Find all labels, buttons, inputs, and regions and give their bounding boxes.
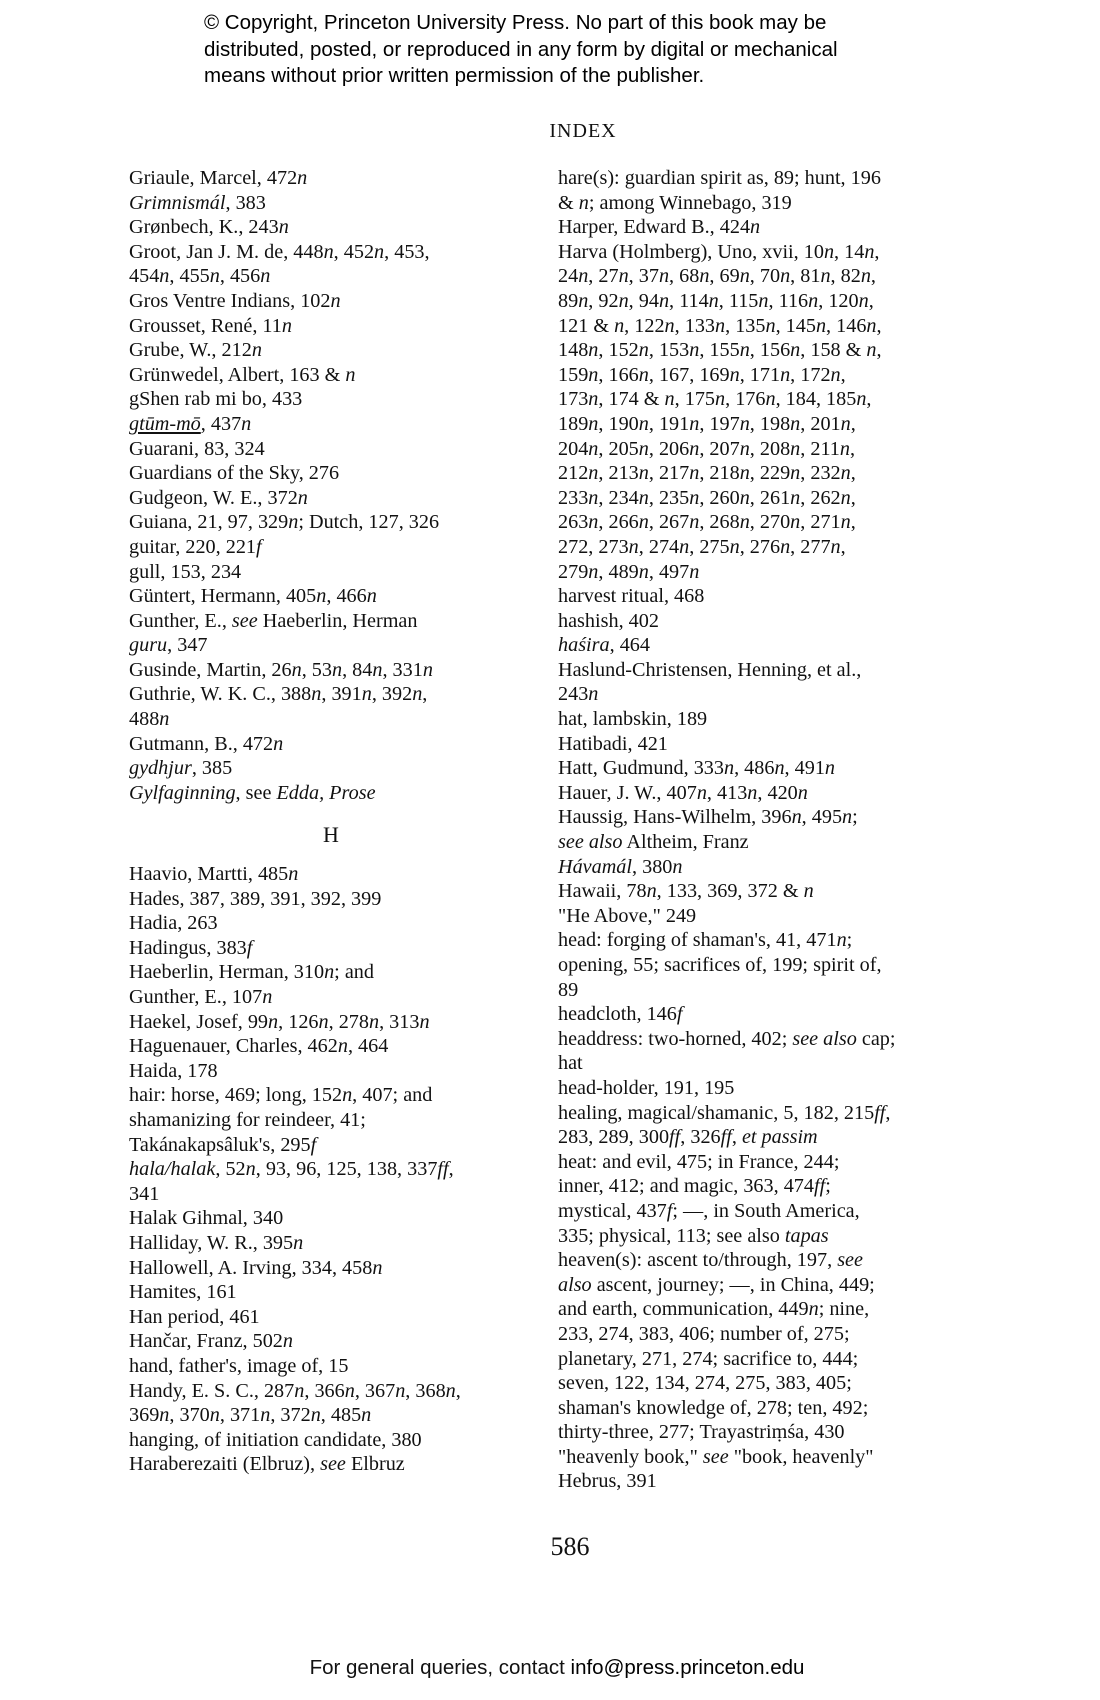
index-entry-continuation: 369n, 370n, 371n, 372n, 485n bbox=[129, 1404, 372, 1427]
index-entry-line: harvest ritual, 468 bbox=[558, 585, 705, 608]
index-entry-line: headdress: two-horned, 402; see also cap; bbox=[558, 1027, 896, 1050]
index-entry-line: Haeberlin, Herman, 310n; and bbox=[129, 961, 374, 984]
index-entry bbox=[129, 1010, 534, 1035]
index-entry bbox=[129, 756, 534, 781]
index-entry bbox=[129, 191, 534, 216]
index-entry bbox=[129, 1280, 534, 1305]
index-entry-continuation: see also Altheim, Franz bbox=[558, 831, 749, 854]
index-entry-continuation: 89 bbox=[558, 978, 579, 1001]
index-entry bbox=[129, 560, 534, 585]
index-entry-line: gydhjur, 385 bbox=[129, 757, 233, 780]
index-entry-line: Güntert, Hermann, 405n, 466n bbox=[129, 585, 377, 608]
index-entry bbox=[129, 633, 534, 658]
index-entry-line: hanging, of initiation candidate, 380 bbox=[129, 1428, 422, 1451]
index-entry-continuation: 24n, 27n, 37n, 68n, 69n, 70n, 81n, 82n, bbox=[558, 265, 876, 288]
index-entry-line: heaven(s): ascent to/through, 197, see bbox=[558, 1249, 863, 1272]
index-entry bbox=[129, 1083, 534, 1157]
index-entry-continuation: 121 & n, 122n, 133n, 135n, 145n, 146n, bbox=[558, 314, 882, 337]
index-entry-continuation: 263n, 266n, 267n, 268n, 270n, 271n, bbox=[558, 511, 856, 534]
index-entry bbox=[558, 928, 958, 1002]
index-entry bbox=[558, 855, 958, 880]
index-entry bbox=[558, 1445, 958, 1470]
index-entry-continuation: 233n, 234n, 235n, 260n, 261n, 262n, bbox=[558, 486, 856, 509]
index-column-left bbox=[129, 166, 534, 1477]
contact-email-link[interactable]: info@press.princeton.edu bbox=[570, 1656, 805, 1679]
index-entries-h-continued bbox=[558, 166, 958, 1494]
index-entry bbox=[558, 1469, 958, 1494]
index-entry bbox=[129, 338, 534, 363]
index-entry-continuation: shamanizing for reindeer, 41; bbox=[129, 1108, 366, 1131]
index-entry-continuation: Takánakapsâluk's, 295f bbox=[129, 1133, 317, 1156]
index-entry bbox=[558, 732, 958, 757]
index-entry-line: Handy, E. S. C., 287n, 366n, 367n, 368n, bbox=[129, 1379, 461, 1402]
index-entry-continuation: 272, 273n, 274n, 275n, 276n, 277n, bbox=[558, 535, 846, 558]
index-entry-line: Hamites, 161 bbox=[129, 1281, 237, 1304]
index-entry-continuation: inner, 412; and magic, 363, 474ff; bbox=[558, 1175, 831, 1198]
index-entry bbox=[129, 437, 534, 462]
index-entry bbox=[129, 1231, 534, 1256]
index-entry bbox=[129, 215, 534, 240]
index-entry bbox=[558, 1101, 958, 1150]
index-entry bbox=[129, 658, 534, 683]
index-entry bbox=[129, 1206, 534, 1231]
index-entries-h bbox=[129, 862, 534, 1477]
index-entry-line: Hatt, Gudmund, 333n, 486n, 491n bbox=[558, 757, 836, 780]
index-entry-line: hala/halak, 52n, 93, 96, 125, 138, 337ff, bbox=[129, 1158, 454, 1181]
index-entry-line: Haslund-Christensen, Henning, et al., bbox=[558, 658, 862, 681]
index-entry bbox=[129, 1157, 534, 1206]
index-entry-line: Hallowell, A. Irving, 334, 458n bbox=[129, 1256, 383, 1279]
index-entry-line: Guardians of the Sky, 276 bbox=[129, 462, 340, 485]
index-entry bbox=[129, 1059, 534, 1084]
index-entry-line: Halak Gihmal, 340 bbox=[129, 1207, 284, 1230]
index-entry-line: Gudgeon, W. E., 372n bbox=[129, 486, 308, 509]
index-entry-line: Grünwedel, Albert, 163 & n bbox=[129, 363, 356, 386]
index-entry-line: Guarani, 83, 324 bbox=[129, 437, 265, 460]
index-entry bbox=[558, 166, 958, 215]
index-entry-line: Hávamál, 380n bbox=[558, 855, 683, 878]
index-entry-line: hand, father's, image of, 15 bbox=[129, 1354, 349, 1377]
index-entry-line: Grube, W., 212n bbox=[129, 339, 262, 362]
index-entry bbox=[129, 781, 534, 806]
index-entry-line: headcloth, 146f bbox=[558, 1003, 683, 1026]
index-entry bbox=[558, 879, 958, 904]
index-entry-continuation: 212n, 213n, 217n, 218n, 229n, 232n, bbox=[558, 462, 856, 485]
index-entry bbox=[129, 363, 534, 388]
index-entry-line: hat, lambskin, 189 bbox=[558, 708, 708, 731]
index-entry bbox=[129, 387, 534, 412]
index-entry-line: head: forging of shaman's, 41, 471n; bbox=[558, 929, 853, 952]
letter-heading: H bbox=[323, 822, 340, 848]
index-entry-line: heat: and evil, 475; in France, 244; bbox=[558, 1150, 840, 1173]
index-entry bbox=[558, 609, 958, 634]
index-entry-line: Harper, Edward B., 424n bbox=[558, 216, 761, 239]
index-entry-line: Hawaii, 78n, 133, 369, 372 & n bbox=[558, 880, 814, 903]
index-entry-line: head-holder, 191, 195 bbox=[558, 1076, 735, 1099]
index-entry-line: Hades, 387, 389, 391, 392, 399 bbox=[129, 887, 382, 910]
index-entry-line: Haekel, Josef, 99n, 126n, 278n, 313n bbox=[129, 1010, 430, 1033]
index-entry-continuation: 488n bbox=[129, 708, 170, 731]
copyright-line-2: distributed, posted, or reproduced in any form by digital or mechanical bbox=[204, 37, 838, 61]
index-entry-continuation: 335; physical, 113; see also tapas bbox=[558, 1224, 829, 1247]
index-entry-continuation: also ascent, journey; —, in China, 449; bbox=[558, 1273, 875, 1296]
index-entry bbox=[129, 1428, 534, 1453]
index-entry bbox=[129, 682, 534, 731]
index-entry bbox=[558, 756, 958, 781]
index-entry-line: Gutmann, B., 472n bbox=[129, 732, 284, 755]
index-entry bbox=[558, 904, 958, 929]
index-entry bbox=[129, 1034, 534, 1059]
index-entry-continuation: 159n, 166n, 167, 169n, 171n, 172n, bbox=[558, 363, 846, 386]
index-entry-continuation: 173n, 174 & n, 175n, 176n, 184, 185n, bbox=[558, 388, 872, 411]
index-entry-line: "He Above," 249 bbox=[558, 904, 697, 927]
index-entry-line: Haussig, Hans-Wilhelm, 396n, 495n; bbox=[558, 806, 858, 829]
index-entry-line: Gros Ventre Indians, 102n bbox=[129, 289, 341, 312]
index-entry-line: Han period, 461 bbox=[129, 1305, 260, 1328]
index-entry bbox=[129, 609, 534, 634]
index-entry-line: Griaule, Marcel, 472n bbox=[129, 167, 308, 189]
index-entry bbox=[129, 289, 534, 314]
index-entry bbox=[558, 658, 958, 707]
index-entry bbox=[558, 1002, 958, 1027]
index-entry bbox=[129, 1305, 534, 1330]
index-entry bbox=[558, 1248, 958, 1445]
index-entry-line: gtūm-mō, 437n bbox=[129, 412, 252, 435]
index-entry bbox=[558, 707, 958, 732]
index-column-right bbox=[558, 166, 958, 1494]
index-entry bbox=[129, 461, 534, 486]
index-entry bbox=[558, 633, 958, 658]
index-entry bbox=[558, 584, 958, 609]
index-entry bbox=[129, 1379, 534, 1428]
index-entry-continuation: 204n, 205n, 206n, 207n, 208n, 211n, bbox=[558, 437, 856, 460]
index-entry-continuation: and earth, communication, 449n; nine, bbox=[558, 1298, 870, 1321]
index-entry bbox=[129, 1256, 534, 1281]
index-entry-continuation: 189n, 190n, 191n, 197n, 198n, 201n, bbox=[558, 412, 856, 435]
index-entry-line: Hebrus, 391 bbox=[558, 1470, 657, 1493]
copyright-line-1: © Copyright, Princeton University Press. No part of this book may be bbox=[204, 11, 827, 34]
index-entry-continuation: 89n, 92n, 94n, 114n, 115n, 116n, 120n, bbox=[558, 289, 874, 312]
index-entry bbox=[558, 240, 958, 584]
index-entry bbox=[129, 960, 534, 1009]
index-entry-line: healing, magical/shamanic, 5, 182, 215ff, bbox=[558, 1101, 891, 1124]
index-entry-line: hashish, 402 bbox=[558, 609, 659, 632]
index-entry-continuation: 341 bbox=[129, 1182, 160, 1205]
index-entry-continuation: opening, 55; sacrifices of, 199; spirit of, bbox=[558, 954, 882, 976]
copyright-line-3: means without prior written permission of the publisher. bbox=[204, 64, 705, 87]
running-head: INDEX bbox=[549, 120, 617, 142]
index-entry-line: Hadingus, 383f bbox=[129, 936, 253, 959]
index-entry bbox=[558, 1150, 958, 1248]
index-entry-line: Gunther, E., see Haeberlin, Herman bbox=[129, 609, 418, 632]
index-entry bbox=[558, 805, 958, 854]
index-entry-line: Haida, 178 bbox=[129, 1059, 218, 1082]
index-entry-continuation: 243n bbox=[558, 683, 599, 706]
index-entry-line: guitar, 220, 221f bbox=[129, 535, 262, 558]
index-entry-line: Halliday, W. R., 395n bbox=[129, 1231, 304, 1254]
index-entry-line: haśira, 464 bbox=[558, 634, 650, 657]
index-entry-line: Gusinde, Martin, 26n, 53n, 84n, 331n bbox=[129, 658, 433, 681]
index-entry-line: "heavenly book," see "book, heavenly" bbox=[558, 1445, 874, 1468]
index-entry-line: hair: horse, 469; long, 152n, 407; and bbox=[129, 1084, 433, 1107]
index-entry-continuation: 454n, 455n, 456n bbox=[129, 265, 271, 288]
index-entry-continuation: 148n, 152n, 153n, 155n, 156n, 158 & n, bbox=[558, 339, 882, 362]
index-entry-line: Haraberezaiti (Elbruz), see Elbruz bbox=[129, 1453, 405, 1476]
index-entry-continuation: planetary, 271, 274; sacrifice to, 444; bbox=[558, 1347, 859, 1370]
index-entry bbox=[129, 1354, 534, 1379]
index-entry-line: gull, 153, 234 bbox=[129, 560, 242, 583]
footer bbox=[0, 1656, 1100, 1680]
index-entry bbox=[129, 510, 534, 535]
index-entry bbox=[558, 781, 958, 806]
index-entry bbox=[129, 535, 534, 560]
index-entry-continuation: mystical, 437f; —, in South America, bbox=[558, 1199, 860, 1222]
index-entry-line: Grousset, René, 11n bbox=[129, 314, 292, 337]
index-entry-continuation: 233, 274, 383, 406; number of, 275; bbox=[558, 1322, 850, 1345]
index-entry-line: Gylfaginning, see Edda, Prose bbox=[129, 781, 376, 804]
index-entry-continuation: seven, 122, 134, 274, 275, 383, 405; bbox=[558, 1372, 852, 1395]
index-entry-line: Grimnismál, 383 bbox=[129, 191, 266, 214]
index-entry-continuation: 279n, 489n, 497n bbox=[558, 560, 700, 583]
index-entry-line: Guthrie, W. K. C., 388n, 391n, 392n, bbox=[129, 683, 428, 706]
index-entry-line: Haguenauer, Charles, 462n, 464 bbox=[129, 1035, 389, 1058]
index-entry bbox=[129, 911, 534, 936]
index-entry-continuation: hat bbox=[558, 1052, 583, 1075]
index-entry-line: Grønbech, K., 243n bbox=[129, 216, 289, 239]
index-entry bbox=[129, 486, 534, 511]
index-entry-line: hare(s): guardian spirit as, 89; hunt, 196 bbox=[558, 167, 881, 189]
index-entry bbox=[558, 1027, 958, 1076]
index-entry-line: guru, 347 bbox=[129, 634, 208, 657]
index-entry bbox=[129, 1329, 534, 1354]
index-entry bbox=[129, 1452, 534, 1477]
index-entry bbox=[129, 166, 534, 191]
index-entry-line: Hauer, J. W., 407n, 413n, 420n bbox=[558, 781, 808, 804]
index-entry-continuation: 283, 289, 300ff, 326ff, et passim bbox=[558, 1126, 818, 1149]
index-entry bbox=[129, 314, 534, 339]
index-entry-line: Guiana, 21, 97, 329n; Dutch, 127, 326 bbox=[129, 511, 440, 534]
index-entry-continuation: thirty-three, 277; Trayastriṃśa, 430 bbox=[558, 1421, 845, 1444]
index-entry-continuation: Gunther, E., 107n bbox=[129, 986, 273, 1008]
index-entry-continuation: shaman's knowledge of, 278; ten, 492; bbox=[558, 1396, 869, 1419]
index-entry-line: Groot, Jan J. M. de, 448n, 452n, 453, bbox=[129, 240, 430, 263]
index-entry-line: Haavio, Martti, 485n bbox=[129, 863, 299, 886]
copyright-notice bbox=[204, 10, 964, 90]
index-entry-line: gShen rab mi bo, 433 bbox=[129, 388, 303, 411]
index-entry bbox=[129, 936, 534, 961]
index-entry bbox=[558, 215, 958, 240]
index-entry bbox=[129, 412, 534, 437]
index-entry bbox=[558, 1076, 958, 1101]
index-entry bbox=[129, 240, 534, 289]
index-entry bbox=[129, 862, 534, 887]
index-entry-line: Hančar, Franz, 502n bbox=[129, 1330, 293, 1353]
index-entry-continuation: & n; among Winnebago, 319 bbox=[558, 191, 792, 214]
footer-text: For general queries, contact bbox=[309, 1656, 565, 1679]
index-entries-g bbox=[129, 166, 534, 805]
index-entry bbox=[129, 584, 534, 609]
page-number: 586 bbox=[550, 1532, 590, 1561]
index-entry bbox=[129, 732, 534, 757]
index-entry-line: Hadia, 263 bbox=[129, 912, 218, 935]
index-entry bbox=[129, 887, 534, 912]
index-entry-line: Hatibadi, 421 bbox=[558, 732, 668, 755]
index-entry-line: Harva (Holmberg), Uno, xvii, 10n, 14n, bbox=[558, 240, 880, 263]
